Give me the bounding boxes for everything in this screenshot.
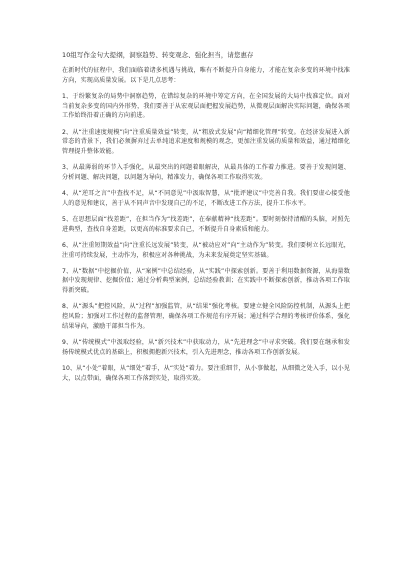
point-5: 5、在思想层面“找差距”，在担当作为“找差距”，在奉献精神“找差距”。要时刻保持清醒的头脑，对照先进典型，查找自身差距，以更高的标准要求自己，不断提升自身素质和能力。 [62,215,350,233]
point-2: 2、从“注重速度规模”向“注重质量效益”转变，从“粗放式发展”向“精细化管理”转变。在经济发展进入新常态的背景下，我们必须摒弃过去单纯追求速度和规模的观念，更加注重发展的质量和效益，通过精细化管理提升整体效能。 [62,128,350,155]
point-7: 7、从“数据”中挖掘价值，从“案例”中总结经验，从“实践”中探索创新。要善于利用数据资源，从海量数据中发现规律、挖掘价值；通过分析典型案例，总结经验教训；在实践中不断探索创新，推动各项工作取得新突破。 [62,267,350,295]
point-1: 1、于纷繁复杂的局势中洞察趋势，在错综复杂的环境中筹定方向，在全国发展的大局中找准定位。面对当前复杂多变的国内外形势，我们要善于从宏观层面把握发展趋势，从微观层面解决实际问题，确保各项工作始终沿着正确的方向前进。 [62,92,350,120]
document-body [62,50,350,390]
point-8: 8、从“源头”把控风险，从“过程”加强监管，从“结果”强化考核。要建立健全风险防控机制，从源头上把控风险；加强对工作过程的监督管理，确保各项工作规范有序开展；通过科学合理的考核评价体系，强化结果导向，激励干部担当作为。 [62,303,350,330]
document-title: 10组写作金句大提纲，洞察趋势、转变观念、强化担当，请您惠存 [62,51,254,59]
point-4: 4、从“逆耳之言”中查找不足，从“不同意见”中汲取智慧，从“批评建议”中完善自我。我们要虚心接受他人的意见和建议，善于从不同声音中发现自己的不足，不断改进工作方法，提升工作水平。 [62,190,350,207]
point-9: 9、从“传统模式”中汲取经验，从“新兴技术”中获取动力，从“先进理念”中寻求突破。我们要在继承和发扬传统模式优点的基础上，积极拥抱新兴技术，引入先进理念，推动各项工作创新发展。 [62,338,350,356]
point-3: 3、从最薄弱的环节入手强化，从最突出的问题着眼解决，从最具体的工作着力推进。要善于发现问题、分析问题、解决问题，以问题为导向，精准发力，确保各项工作取得实效。 [62,164,350,181]
point-6: 6、从“注重短期效益”向“注重长远发展”转变，从“被动应对”向“主动作为”转变。我们要树立长远眼光，注重可持续发展，主动作为，积极应对各种挑战，为未来发展奠定坚实基础。 [62,241,350,259]
point-10: 10、从“小处”着眼，从“细处”着手，从“实处”着力。要注重细节，从小事做起，从细微之处入手，以小见大，以点带面，确保各项工作落到实处，取得实效。 [62,364,350,382]
intro-paragraph: 在新时代的征程中，我们面临着诸多机遇与挑战，唯有不断提升自身能力，才能在复杂多变的环境中找准方向，实现高质量发展。以下是几点思考： [62,67,350,84]
